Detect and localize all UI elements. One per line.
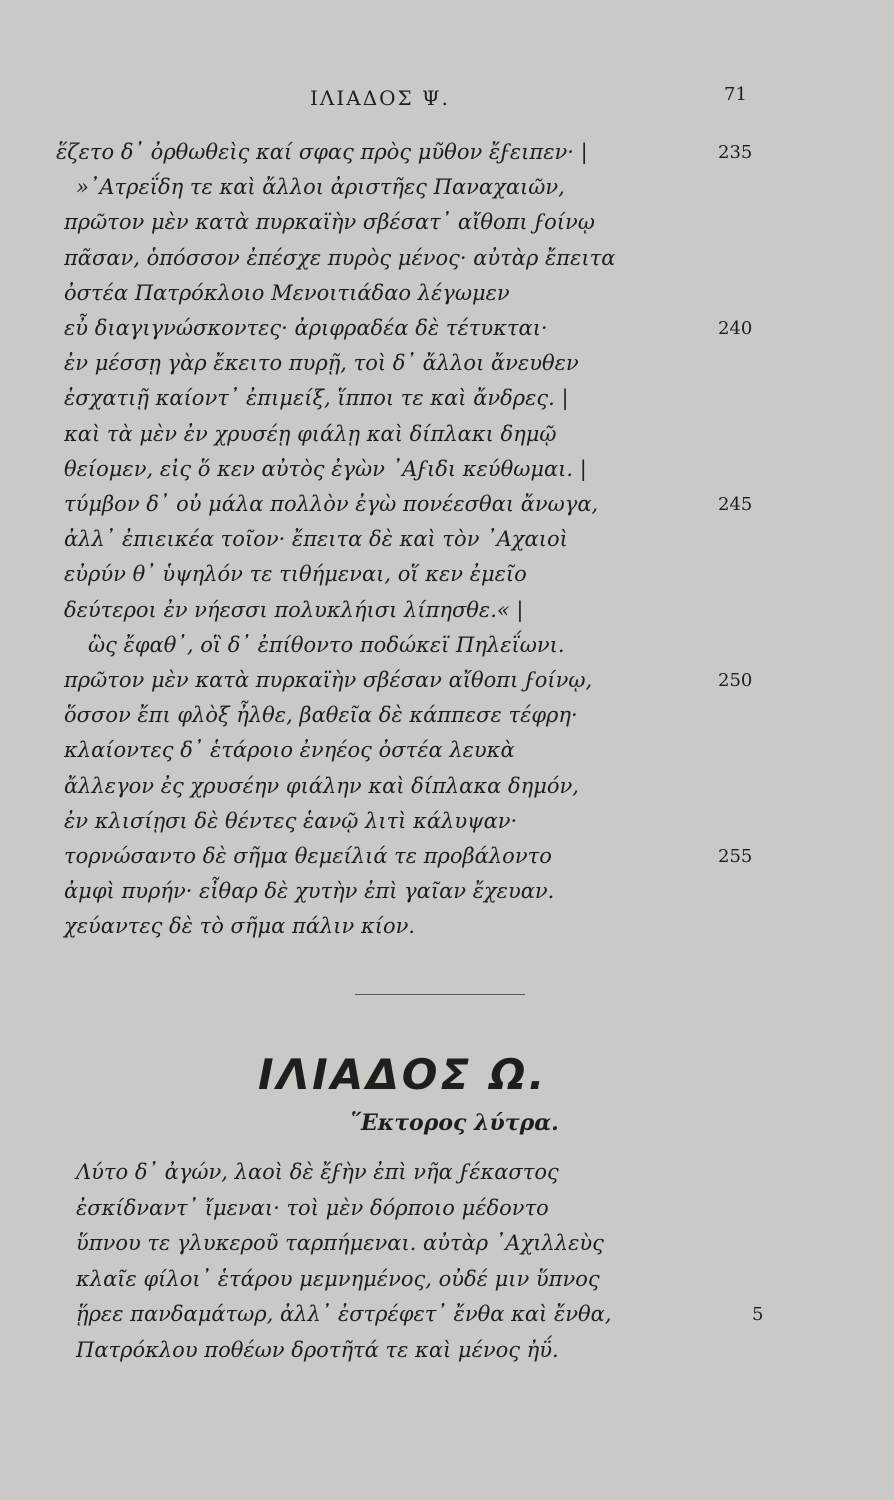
verse-line: πᾶσαν, ὁπόσσον ἐπέσχε πυρὸς μένος· αὐτὰρ ἔπειτα: [64, 245, 616, 270]
verse-line: δεύτεροι ἐν νήεσσι πολυκλήισι λίπησθε.« |: [64, 597, 524, 622]
verse-line: ἐσκίδναντ᾽ ἴμεναι· τοὶ μὲν δόρποιο μέδοντο: [76, 1195, 549, 1220]
line-number: 235: [718, 142, 753, 163]
line-number: 245: [718, 494, 753, 515]
verse-line: θείομεν, εἰς ὅ κεν αὐτὸς ἐγὼν ᾽Αϝιδι κεύθωμαι. |: [64, 456, 587, 481]
line-number: 255: [718, 846, 753, 867]
line-number: 240: [718, 318, 753, 339]
verse-line: ἀμφὶ πυρήν· εἶθαρ δὲ χυτὴν ἐπὶ γαῖαν ἔχευαν.: [64, 879, 555, 904]
verse-line: ἄλλεγον ἐς χρυσέην φιάλην καὶ δίπλακα δημόν,: [64, 773, 579, 798]
verse-line: ᾕρεε πανδαμάτωρ, ἀλλ᾽ ἐστρέφετ᾽ ἔνθα καὶ ἔνθα,: [76, 1302, 612, 1326]
verse-line: ὣς ἔφαθ᾽, οἳ δ᾽ ἐπίθοντο ποδώκεϊ Πηλεΐωνι.: [88, 632, 565, 657]
verse-line: τύμβον δ᾽ οὐ μάλα πολλὸν ἐγὼ πονέεσθαι ἄνωγα,: [64, 492, 599, 516]
verse-line: χεύαντες δὲ τὸ σῆμα πάλιν κίον.: [64, 914, 416, 939]
verse-line: ἐν κλισίῃσι δὲ θέντες ἑανῷ λιτὶ κάλυψαν·: [64, 808, 518, 833]
book-title: ΙΛΙΑΔΟΣ Ω.: [258, 1050, 548, 1099]
section-divider: [355, 994, 525, 995]
page-number: 71: [724, 84, 747, 105]
book-subtitle: ῞Εκτορος λύτρα.: [350, 1110, 559, 1136]
verse-line: ὕπνου τε γλυκεροῦ ταρπήμεναι. αὐτὰρ ᾽Αχιλλεὺς: [76, 1231, 604, 1255]
verse-line: »᾽Ατρεΐδη τε καὶ ἄλλοι ἀριστῆες Παναχαιῶν,: [76, 175, 565, 200]
verse-line: εὐρύν θ᾽ ὑψηλόν τε τιθήμεναι, οἵ κεν ἐμεῖο: [64, 562, 527, 587]
verse-line: τορνώσαντο δὲ σῆμα θεμείλιά τε προβάλοντο: [64, 844, 552, 868]
verse-line: ὀστέα Πατρόκλοιο Μενοιτιάδαο λέγωμεν: [64, 280, 510, 305]
verse-line: Λύτο δ᾽ ἀγών, λαοὶ δὲ ἔϝὴν ἐπὶ νῆα ϝέκαστος: [76, 1160, 559, 1184]
verse-line: ἐσχατιῇ καίοντ᾽ ἐπιμείξ, ἵπποι τε καὶ ἄνδρες. |: [64, 386, 569, 411]
verse-line: ὅσσον ἔπι φλὸξ ἦλθε, βαθεῖα δὲ κάππεσε τέφρη·: [64, 703, 578, 728]
line-number: 5: [752, 1304, 764, 1325]
verse-line: πρῶτον μὲν κατὰ πυρκαϊὴν σβέσατ᾽ αἴθοπι ϝοίνῳ: [64, 210, 595, 235]
verse-line: ἀλλ᾽ ἐπιεικέα τοῖον· ἔπειτα δὲ καὶ τὸν ᾽Αχαιοὶ: [64, 527, 568, 552]
verse-line: ἕζετο δ᾽ ὀρθωθεὶς καί σφας πρὸς μῦθον ἔϝειπεν· |: [56, 140, 588, 164]
running-head: ΙΛΙΑΔΟΣ Ψ.: [310, 86, 450, 110]
verse-line: πρῶτον μὲν κατὰ πυρκαϊὴν σβέσαν αἴθοπι ϝοίνῳ,: [64, 668, 593, 692]
verse-line: Πατρόκλου ποθέων δροτῆτά τε καὶ μένος ἠΰ.: [76, 1337, 559, 1362]
verse-line: κλαίοντες δ᾽ ἑτάροιο ἐνηέος ὀστέα λευκὰ: [64, 738, 515, 763]
verse-line: εὖ διαγιγνώσκοντες· ἀριφραδέα δὲ τέτυκται·: [64, 316, 548, 340]
line-number: 250: [718, 670, 753, 691]
verse-line: κλαῖε φίλοι᾽ ἑτάρου μεμνημένος, οὐδέ μιν ὕπνος: [76, 1266, 600, 1291]
verse-line: καὶ τὰ μὲν ἐν χρυσέῃ φιάλῃ καὶ δίπλακι δημῷ: [64, 421, 557, 446]
verse-line: ἐν μέσσῃ γὰρ ἔκειτο πυρῇ, τοὶ δ᾽ ἄλλοι ἄνευθεν: [64, 351, 579, 376]
